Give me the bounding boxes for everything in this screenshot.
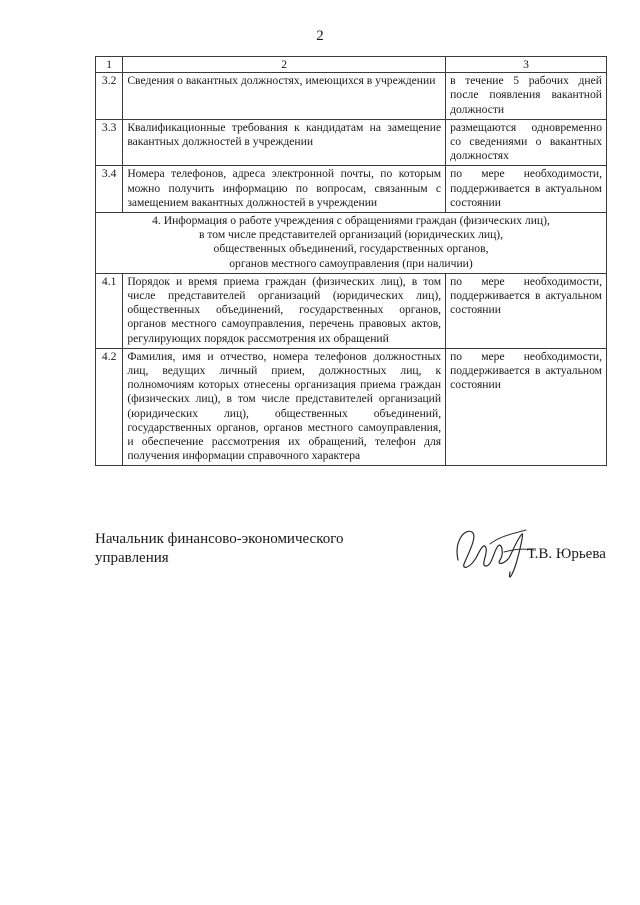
table-header-row: [96, 57, 607, 73]
table-row: [96, 166, 607, 213]
row-description: Фамилия, имя и отчество, номера телефонов должностных лиц, ведущих личный прием, должностных лиц, к полномочиям которых отнесены организация приема граждан (физических лиц), в том числе представителей организаций (юридических лиц), общественных объединений, государственных органов, органов местного самоуправления, и обеспечение рассмотрения их обращений, телефон для получения информации справочного характера: [123, 348, 446, 466]
signatory-position: [95, 530, 344, 568]
signatory-name: Т.В. Юрьева: [527, 546, 606, 562]
row-description: Номера телефонов, адреса электронной почты, по которым можно получить информацию по вопросам, связанным с замещением вакантных должностей в учреждении: [123, 166, 446, 213]
row-number: 3.3: [96, 119, 123, 166]
row-number: 4.2: [96, 348, 123, 466]
row-number: 4.1: [96, 273, 123, 348]
row-term: по мере необходимости, поддерживается в актуальном состоянии: [446, 273, 607, 348]
table-row: [96, 73, 607, 120]
row-term: по мере необходимости, поддерживается в актуальном состоянии: [446, 166, 607, 213]
column-header-1: 1: [96, 57, 123, 73]
section-4-heading: [96, 213, 607, 274]
page-number: 2: [316, 28, 324, 44]
column-header-2: 2: [123, 57, 446, 73]
section-4-heading-line: в том числе представителей организаций (юридических лиц),: [198, 228, 504, 242]
signatory-position-line: Начальник финансово-экономического: [95, 531, 344, 547]
row-term: размещаются одновременно со сведениями о вакантных должностях: [446, 119, 607, 166]
row-number: 3.4: [96, 166, 123, 213]
section-4-heading-line: органов местного самоуправления (при наличии): [229, 256, 473, 270]
table-row: [96, 348, 607, 466]
table-row: [96, 119, 607, 166]
signatory-position-line: управления: [95, 550, 169, 566]
row-description: Квалификационные требования к кандидатам на замещение вакантных должностей в учреждении: [123, 119, 446, 166]
column-header-3: 3: [446, 57, 607, 73]
section-4-heading-row: [96, 213, 607, 274]
row-term: в течение 5 рабочих дней после появления вакантной должности: [446, 73, 607, 120]
section-4-heading-line: общественных объединений, государственных органов,: [213, 242, 489, 256]
row-description: Сведения о вакантных должностях, имеющихся в учреждении: [123, 73, 446, 120]
row-description: Порядок и время приема граждан (физических лиц), в том числе представителей организаций (юридических лиц), общественных объединений, государственных органов, органов местного самоуправления, перечень правовых актов, регулирующих порядок рассмотрения их обращений: [123, 273, 446, 348]
table-row: [96, 273, 607, 348]
information-table: [95, 56, 607, 466]
row-term: по мере необходимости, поддерживается в актуальном состоянии: [446, 348, 607, 466]
section-4-heading-line: 4. Информация о работе учреждения с обращениями граждан (физических лиц),: [152, 214, 550, 228]
row-number: 3.2: [96, 73, 123, 120]
